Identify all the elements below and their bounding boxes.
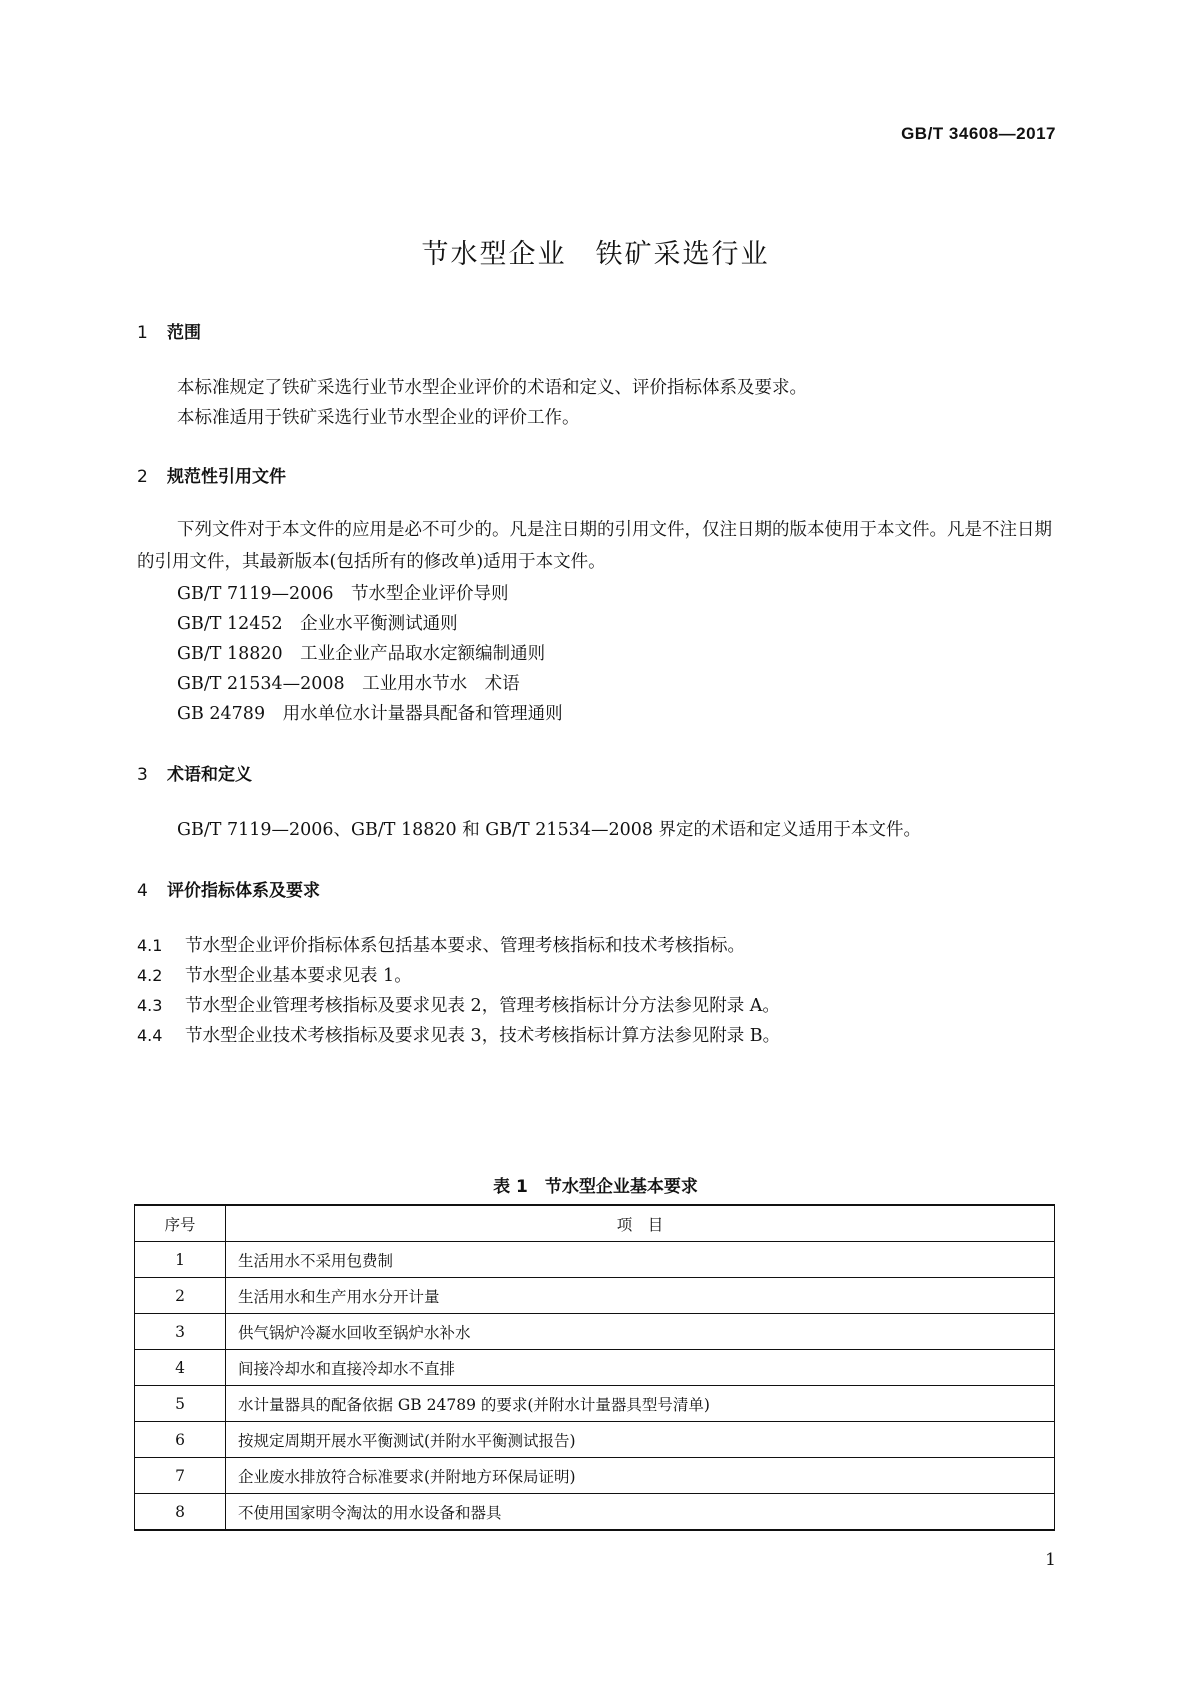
row-index: 8 [135, 1494, 226, 1531]
clause-number: 4.1 [137, 936, 163, 955]
table-row [135, 1386, 1055, 1422]
section-title: 术语和定义 [167, 765, 252, 785]
document-title: 节水型企业 铁矿采选行业 [421, 239, 770, 270]
clause [137, 992, 780, 1017]
section-number: 1 [137, 323, 148, 343]
row-item: 供气锅炉冷凝水回收至锅炉水补水 [226, 1314, 1055, 1350]
row-item: 不使用国家明令淘汰的用水设备和器具 [226, 1494, 1055, 1531]
row-item: 水计量器具的配备依据 GB 24789 的要求(并附水计量器具型号清单) [226, 1386, 1055, 1422]
section-2-heading [137, 462, 286, 487]
page-number: 1 [1045, 1550, 1056, 1570]
row-item: 企业废水排放符合标准要求(并附地方环保局证明) [226, 1458, 1055, 1494]
row-index: 7 [135, 1458, 226, 1494]
clause-number: 4.2 [137, 966, 163, 985]
reference-item: GB/T 12452 企业水平衡测试通则 [177, 614, 458, 634]
clause-text: 节水型企业技术考核指标及要求见表 3，技术考核指标计算方法参见附录 B。 [185, 1026, 781, 1046]
clause-text: 节水型企业评价指标体系包括基本要求、管理考核指标和技术考核指标。 [185, 936, 745, 956]
section-title: 范围 [167, 323, 201, 343]
table-row [135, 1422, 1055, 1458]
table-row [135, 1314, 1055, 1350]
row-index: 5 [135, 1386, 226, 1422]
section-number: 3 [137, 765, 148, 785]
table-row [135, 1458, 1055, 1494]
column-header-item: 项 目 [226, 1205, 1055, 1242]
references-intro: 下列文件对于本文件的应用是必不可少的。凡是注日期的引用文件，仅注日期的版本使用于本文件。凡是不注日期的引用文件，其最新版本(包括所有的修改单)适用于本文件。 [137, 520, 1052, 572]
reference-item: GB/T 18820 工业企业产品取水定额编制通则 [177, 644, 546, 664]
table-row [135, 1278, 1055, 1314]
clause-number: 4.4 [137, 1026, 163, 1045]
clause-number: 4.3 [137, 996, 163, 1015]
clause [137, 962, 412, 987]
table-row [135, 1494, 1055, 1531]
paragraph: 本标准适用于铁矿采选行业节水型企业的评价工作。 [177, 408, 580, 428]
section-title: 规范性引用文件 [167, 467, 286, 487]
row-item: 生活用水和生产用水分开计量 [226, 1278, 1055, 1314]
row-index: 3 [135, 1314, 226, 1350]
clause [137, 932, 745, 957]
standard-code: GB/T 34608—2017 [901, 124, 1056, 143]
clause [137, 1022, 780, 1047]
reference-item: GB/T 21534—2008 工业用水节水 术语 [177, 674, 520, 694]
table-caption: 表 1 节水型企业基本要求 [493, 1177, 698, 1197]
clause-text: 节水型企业基本要求见表 1。 [185, 966, 412, 986]
row-index: 1 [135, 1242, 226, 1278]
section-number: 4 [137, 881, 148, 901]
section-3-heading [137, 760, 252, 785]
row-item: 生活用水不采用包费制 [226, 1242, 1055, 1278]
basic-requirements-table [134, 1204, 1055, 1531]
row-item: 间接冷却水和直接冷却水不直排 [226, 1350, 1055, 1386]
reference-item: GB/T 7119—2006 节水型企业评价导则 [177, 584, 509, 604]
table-header-row [135, 1205, 1055, 1242]
clause-text: 节水型企业管理考核指标及要求见表 2，管理考核指标计分方法参见附录 A。 [185, 996, 780, 1016]
row-index: 2 [135, 1278, 226, 1314]
row-index: 6 [135, 1422, 226, 1458]
column-header-index: 序号 [135, 1205, 226, 1242]
reference-item: GB 24789 用水单位水计量器具配备和管理通则 [177, 704, 563, 724]
row-item: 按规定周期开展水平衡测试(并附水平衡测试报告) [226, 1422, 1055, 1458]
section-4-heading [137, 876, 320, 901]
section-number: 2 [137, 467, 148, 487]
section-1-heading [137, 318, 201, 343]
table-row [135, 1242, 1055, 1278]
section-title: 评价指标体系及要求 [167, 881, 320, 901]
paragraph: 本标准规定了铁矿采选行业节水型企业评价的术语和定义、评价指标体系及要求。 [177, 378, 807, 398]
table-row [135, 1350, 1055, 1386]
paragraph: GB/T 7119—2006、GB/T 18820 和 GB/T 21534—2008 界定的术语和定义适用于本文件。 [177, 820, 922, 840]
row-index: 4 [135, 1350, 226, 1386]
